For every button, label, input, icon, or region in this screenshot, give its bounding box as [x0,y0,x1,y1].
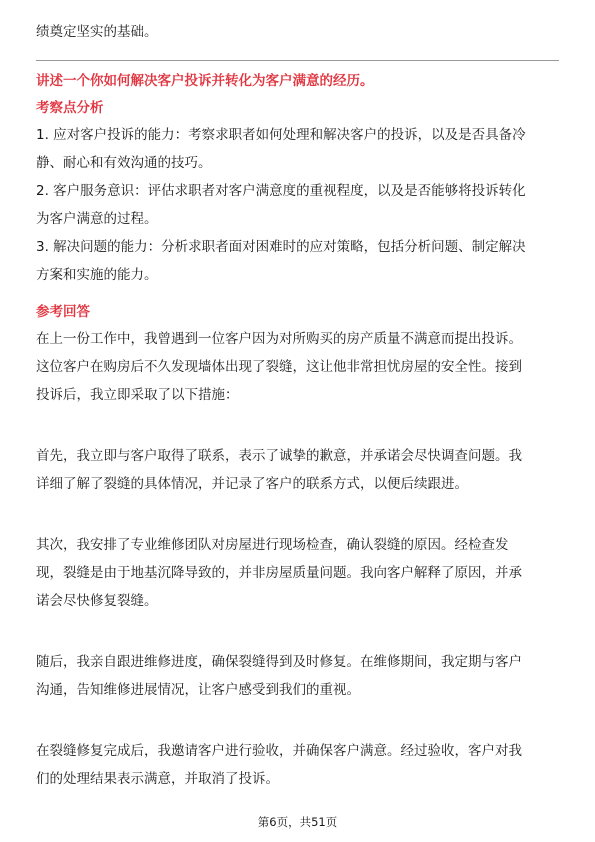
analysis-heading: 考察点分析 [36,100,104,116]
answer-p2-line-2: 详细了解了裂缝的具体情况，并记录了客户的联系方式，以便后续跟进。 [36,476,468,492]
answer-p5-line-2: 们的处理结果表示满意，并取消了投诉。 [36,771,279,787]
analysis-item-2-line-1: 2. 客户服务意识：评估求职者对客户满意度的重视程度，以及是否能够将投诉转化 [36,183,526,199]
analysis-item-3-line-1: 3. 解决问题的能力：分析求职者面对困难时的应对策略，包括分析问题、制定解决 [36,239,526,255]
answer-p3-line-3: 诺会尽快修复裂缝。 [36,593,158,609]
answer-p5-line-1: 在裂缝修复完成后，我邀请客户进行验收，并确保客户满意。经过验收，客户对我 [36,743,522,759]
question-heading: 讲述一个你如何解决客户投诉并转化为客户满意的经历。 [36,73,374,89]
answer-p4-line-1: 随后，我亲自跟进维修进度，确保裂缝得到及时修复。在维修期间，我定期与客户 [36,654,522,670]
answer-p3-line-1: 其次，我安排了专业维修团队对房屋进行现场检查，确认裂缝的原因。经检查发 [36,537,509,553]
answer-p2-line-1: 首先，我立即与客户取得了联系，表示了诚挚的歉意，并承诺会尽快调查问题。我 [36,448,522,464]
answer-p1-line-2: 这位客户在购房后不久发现墙体出现了裂缝，这让他非常担忧房屋的安全性。接到 [36,359,522,375]
analysis-item-1-line-2: 静、耐心和有效沟通的技巧。 [36,155,212,171]
section-divider [36,60,559,61]
answer-heading: 参考回答 [36,304,90,320]
analysis-item-1-line-1: 1. 应对客户投诉的能力：考察求职者如何处理和解决客户的投诉，以及是否具备冷 [36,127,526,143]
answer-p1-line-1: 在上一份工作中，我曾遇到一位客户因为对所购买的房产质量不满意而提出投诉。 [36,331,522,347]
answer-p3-line-2: 现，裂缝是由于地基沉降导致的，并非房屋质量问题。我向客户解释了原因，并承 [36,565,522,581]
analysis-item-3-line-2: 方案和实施的能力。 [36,267,158,283]
answer-p1-line-3: 投诉后，我立即采取了以下措施： [36,387,239,403]
analysis-item-2-line-2: 为客户满意的过程。 [36,211,158,227]
intro-tail-text: 绩奠定坚实的基础。 [36,24,158,40]
answer-p4-line-2: 沟通，告知维修进展情况，让客户感受到我们的重视。 [36,682,360,698]
page-number-footer: 第6页，共51页 [257,815,338,829]
